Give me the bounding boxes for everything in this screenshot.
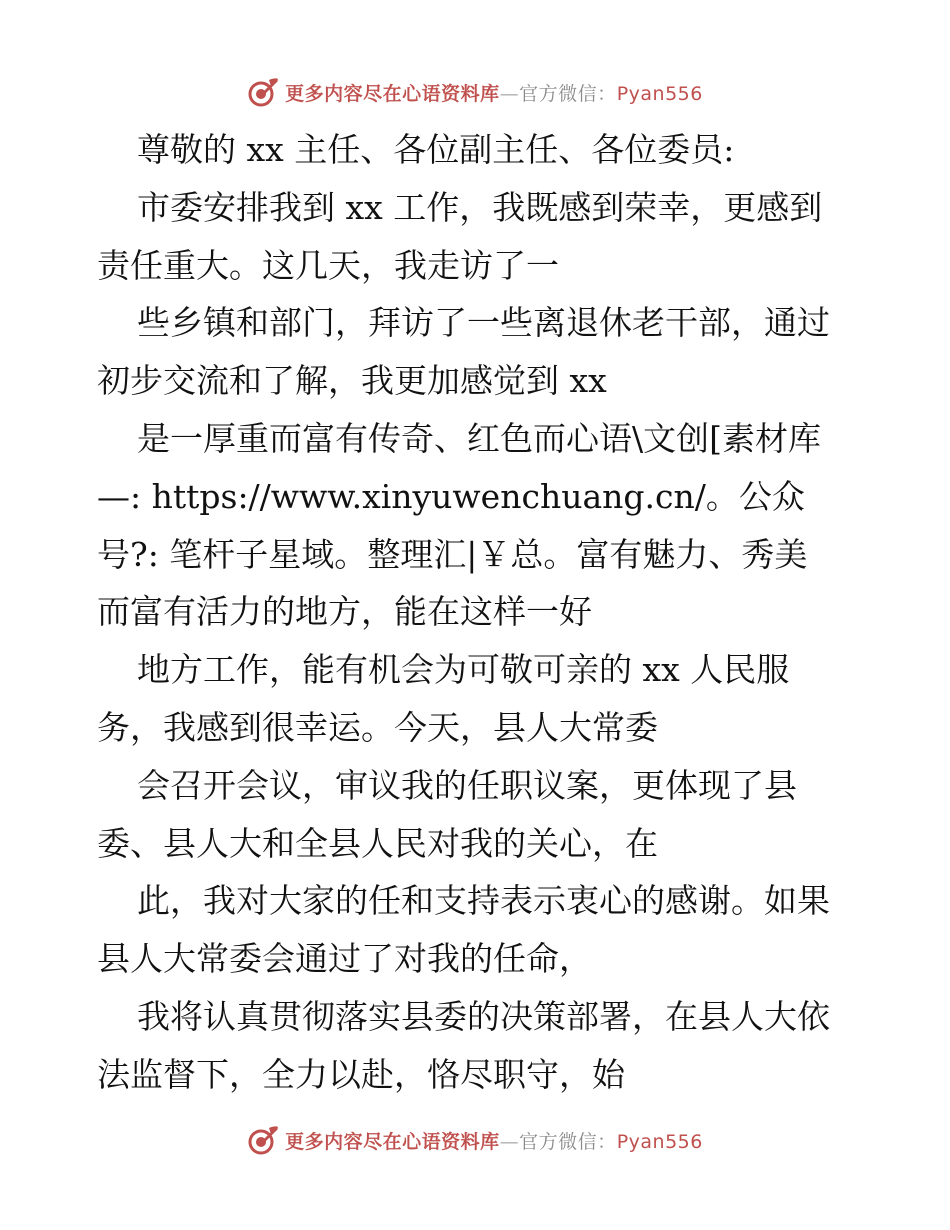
document-body <box>97 121 877 1104</box>
text-line: 会召开会议，审议我的任职议案，更体现了县 <box>137 765 797 805</box>
text-line: 地方工作，能有机会为可敬可亲的 xx 人民服 <box>137 650 790 690</box>
text-line: 法监督下，全力以赴，恪尽职守，始 <box>97 1054 625 1094</box>
quill-logo-icon <box>247 1124 279 1156</box>
banner-main-text: 更多内容尽在心语资料库 <box>285 82 500 105</box>
text-line: 我将认真贯彻落实县委的决策部署，在县人大依 <box>137 996 830 1036</box>
banner-official-label: 官方微信： <box>519 1130 617 1153</box>
text-line: —: https://www.xinyuwenchuang.cn/。公众 <box>97 476 805 516</box>
text-line: 务，我感到很幸运。今天，县人大常委 <box>97 707 658 747</box>
text-line: 委、县人大和全县人民对我的关心，在 <box>97 823 658 863</box>
banner-dash: — <box>499 1130 520 1153</box>
banner-dash: — <box>499 82 520 105</box>
text-line: 初步交流和了解，我更加感觉到 xx <box>97 361 607 401</box>
text-line: 县人大常委会通过了对我的任命， <box>97 939 592 979</box>
banner-account: Pyan556 <box>616 82 703 105</box>
text-line: 而富有活力的地方，能在这样一好 <box>97 592 592 632</box>
text-line: 市委安排我到 xx 工作，我既感到荣幸，更感到 <box>137 187 823 227</box>
header-banner <box>0 72 950 112</box>
footer-banner <box>0 1120 950 1160</box>
quill-logo-icon <box>247 76 279 108</box>
banner-main-text: 更多内容尽在心语资料库 <box>285 1130 500 1153</box>
banner-official-label: 官方微信： <box>519 82 617 105</box>
text-line: 些乡镇和部门，拜访了一些离退休老干部，通过 <box>137 303 830 343</box>
text-line: 尊敬的 xx 主任、各位副主任、各位委员: <box>137 130 735 169</box>
text-line: 是一厚重而富有传奇、红色而心语\文创[素材库 <box>137 418 821 458</box>
text-line: 责任重大。这几天，我走访了一 <box>97 245 559 285</box>
text-line: 此，我对大家的任和支持表示衷心的感谢。如果 <box>137 881 830 921</box>
text-line: 号?: 笔杆子星域。整理汇|￥总。富有魅力、秀美 <box>97 534 808 574</box>
banner-account: Pyan556 <box>616 1130 703 1153</box>
